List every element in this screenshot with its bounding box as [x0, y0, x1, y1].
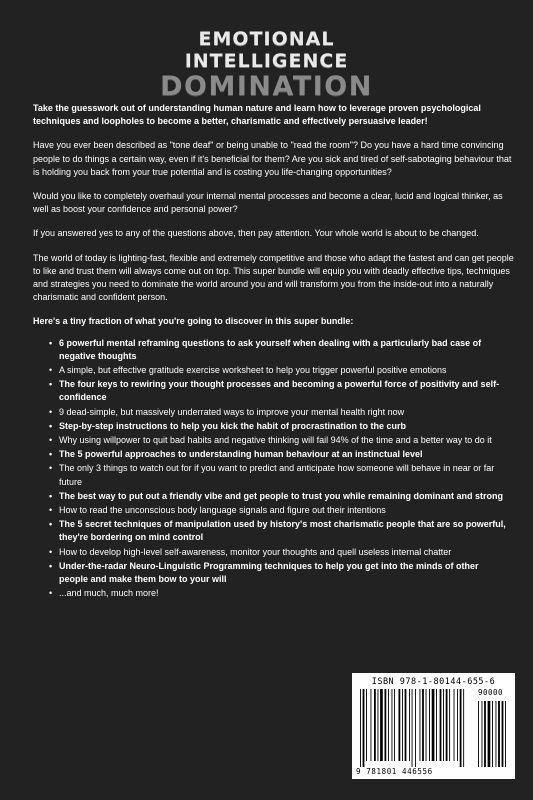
paragraph-attention: If you answered yes to any of the questions above, then pay attention. Your whole world is about to be changed. [33, 228, 479, 239]
addon-bar [478, 701, 479, 767]
barcode-bar [449, 689, 450, 761]
barcode-bar [463, 689, 464, 767]
title-line-emotional: EMOTIONAL [198, 28, 335, 50]
barcode-bar [366, 689, 367, 761]
barcode-bar [385, 689, 387, 761]
barcode-bar [457, 689, 458, 761]
barcode-bar [443, 689, 444, 761]
barcode-bar [409, 689, 410, 761]
barcode-bar [392, 689, 393, 761]
isbn-text: ISBN 978-1-80144-655-6 [371, 677, 496, 687]
list-item: • Under-the-radar Neuro-Linguistic Programming techniques to help you get into the minds of other people and make them bow to your will [49, 560, 509, 586]
barcode-bars [360, 689, 510, 767]
addon-bar [496, 701, 497, 767]
barcode-bar [378, 689, 379, 761]
barcode-bar [412, 689, 413, 767]
barcode-bar [415, 689, 416, 767]
list-item: • How to develop high-level self-awareness, monitor your thoughts and quell useless internal chatter [49, 546, 509, 559]
addon-bar [492, 701, 493, 767]
barcode-bar [454, 689, 455, 761]
barcode-bar [436, 689, 437, 761]
barcode-bar [363, 689, 365, 767]
barcode-bar [429, 689, 430, 761]
paragraph-world: The world of today is lighting-fast, flexible and extremely competitive and those who adapt the fastest and can get people to like and trust them will always come out on top. This super bundle will equip you with deadly effective tips, techniques and strategies you need to dominate the world around you and will transform you from the inside-out into a naturally charismatic and confident person. [33, 252, 514, 303]
addon-bar [482, 701, 483, 767]
barcode-bar [402, 689, 403, 761]
list-item: • ...and much, much more! [49, 587, 509, 600]
blurb-content [33, 102, 515, 602]
barcode-bar [388, 689, 389, 761]
isbn-barcode [352, 673, 515, 779]
benefit-list [33, 337, 509, 601]
barcode-bar [405, 689, 407, 761]
addon-bar [484, 701, 486, 767]
addon-bar [488, 701, 491, 767]
list-item: • 9 dead-simple, but massively underrated ways to improve your mental health right now [49, 406, 509, 419]
barcode-bar [460, 689, 462, 767]
barcode-bar [394, 689, 395, 761]
list-item: • The 5 secret techniques of manipulation used by history's most charismatic people that are so powerful, they're bordering on mind control [49, 518, 509, 544]
barcode-bar [380, 689, 383, 761]
list-item: • The 5 powerful approaches to understanding human behaviour at an instinctual level [49, 448, 509, 461]
list-item: • 6 powerful mental reframing questions to ask yourself when dealing with a particularly bad case of negative thoughts [49, 337, 509, 363]
addon-digits: 90000 [478, 688, 504, 697]
list-item: • The best way to put out a friendly vibe and get people to trust you while remaining dominant and strong [49, 490, 509, 503]
addon-bar [498, 701, 500, 767]
book-title [0, 28, 533, 102]
lead-paragraph: Take the guesswork out of understanding human nature and learn how to leverage proven psychological techniques and loopholes to become a better, charismatic and effectively persuasive leader! [33, 103, 481, 127]
ean-digits: 9 781801 446556 [356, 767, 433, 776]
barcode-bar [360, 689, 361, 767]
barcode-bar [432, 689, 435, 761]
barcode-bar [399, 689, 401, 761]
list-item: • Step-by-step instructions to help you kick the habit of procrastination to the curb [49, 420, 509, 433]
addon-bar [505, 701, 506, 767]
paragraph-overhaul: Would you like to completely overhaul your internal mental processes and become a clear, lucid and logical thinker, as well as boost your confidence and personal power? [33, 191, 503, 215]
paragraph-questions: Have you ever been described as "tone deaf" or being unable to "read the room"? Do you have a hard time convincing people to do things a certain way, even if it's beneficial for them? Are you sick and tired of self-sabotaging behaviour that is holding you back from your true potential and is costing you life-changing opportunities? [33, 140, 512, 177]
list-item: • The four keys to rewiring your thought processes and becoming a powerful force of positivity and self-confidence [49, 378, 509, 404]
barcode-bar [371, 689, 372, 761]
barcode-bar [420, 689, 421, 761]
list-item: • How to read the unconscious body language signals and figure out their intentions [49, 504, 509, 517]
list-item: • The only 3 things to watch out for if you want to predict and anticipate how someone will behave in near or far future [49, 462, 509, 488]
barcode-bar [426, 689, 427, 761]
barcode-bar [374, 689, 376, 761]
barcode-bar [422, 689, 424, 761]
title-line-domination: DOMINATION [160, 71, 373, 102]
barcode-bar [446, 689, 448, 761]
list-item: • Why using willpower to quit bad habits and negative thinking will fail 94% of the time and a better way to do it [49, 434, 509, 447]
list-heading: Here's a tiny fraction of what you're going to discover in this super bundle: [33, 316, 354, 327]
title-line-intelligence: INTELLIGENCE [184, 50, 349, 72]
addon-bar [502, 701, 504, 767]
barcode-bar [440, 689, 442, 761]
list-item: • A simple, but effective gratitude exercise worksheet to help you trigger powerful positive emotions [49, 364, 509, 377]
